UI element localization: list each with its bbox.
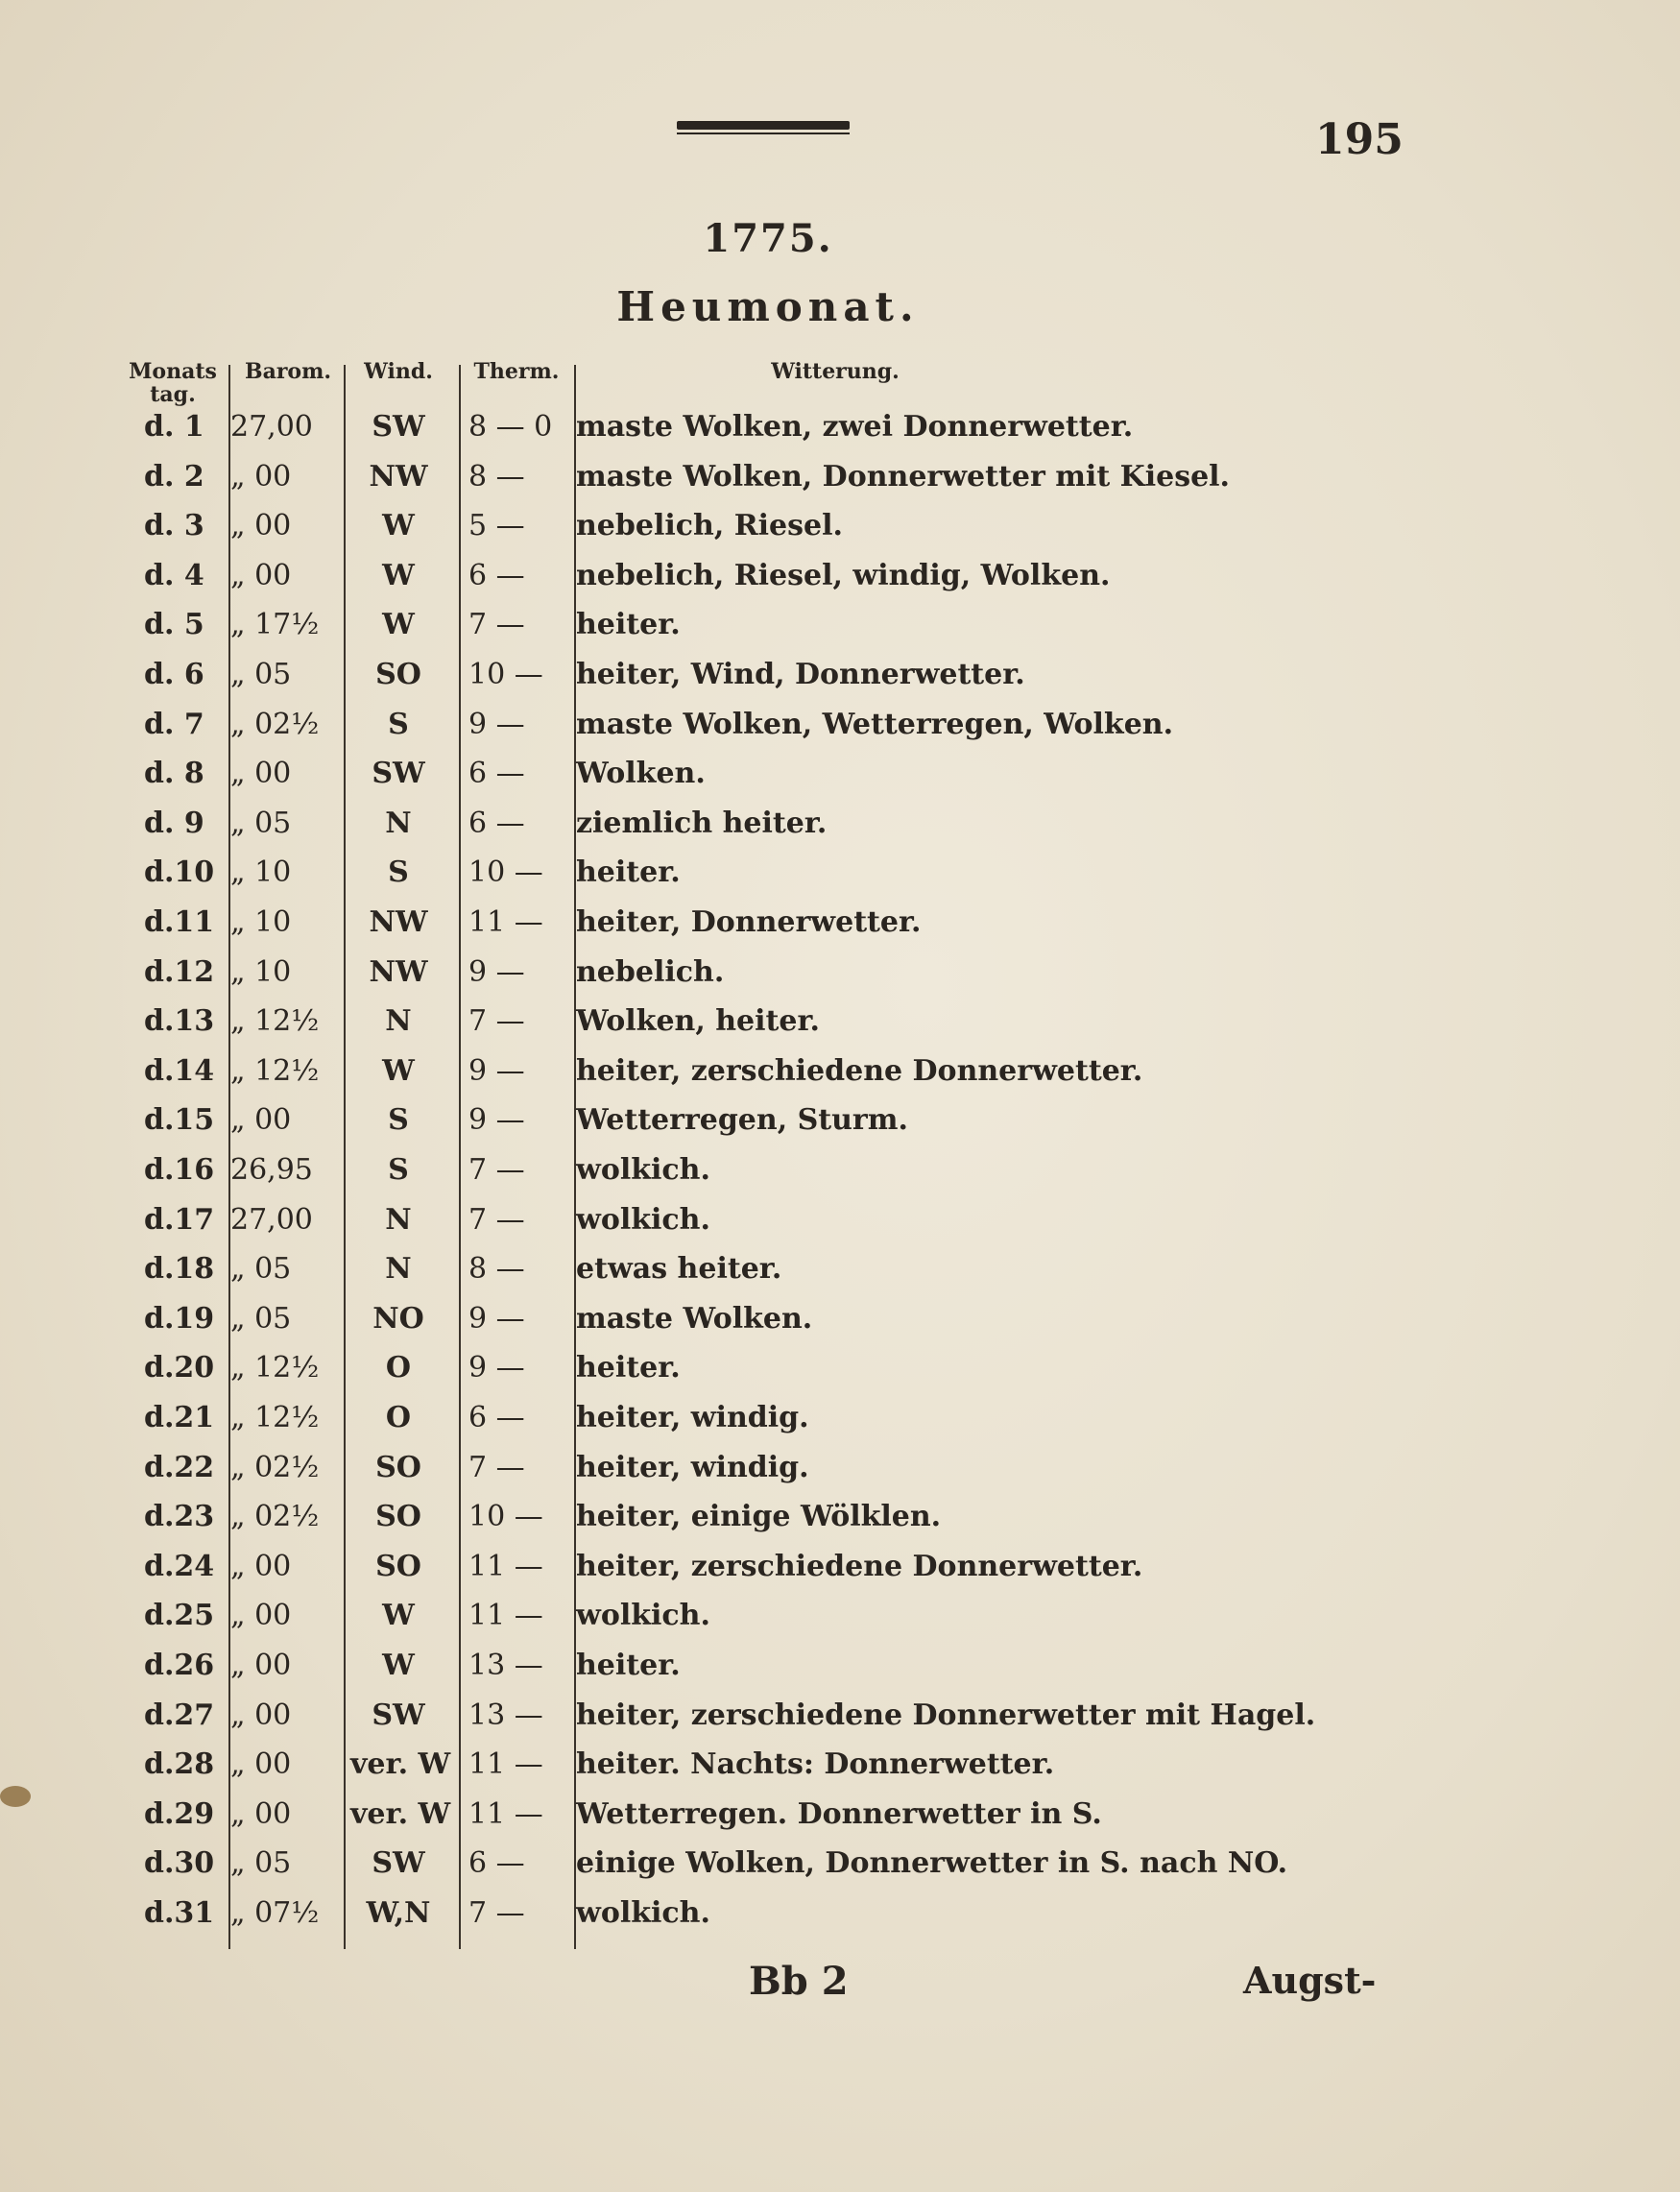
wind-cell: SO	[375, 658, 421, 691]
wind-cell: NW	[369, 459, 428, 494]
thermometer-cell: 8 —	[468, 459, 525, 494]
weather-cell: nebelich, Riesel, windig, Wolken.	[576, 558, 1111, 592]
weather-cell: heiter.	[576, 608, 681, 642]
barometer-cell: „ 02½	[230, 1450, 320, 1484]
wind-cell: SO	[375, 1549, 421, 1583]
col-header-weather: Witterung.	[771, 359, 900, 384]
day-cell: d.12	[144, 954, 215, 989]
table-row	[0, 949, 1680, 997]
thermometer-cell: 9 —	[468, 707, 525, 741]
day-cell: d.22	[144, 1450, 215, 1484]
table-row	[0, 1890, 1680, 1938]
wind-cell: S	[388, 1153, 409, 1187]
wind-cell: ver. W	[350, 1747, 451, 1782]
thermometer-cell: 13 —	[468, 1698, 543, 1732]
table-row	[0, 998, 1680, 1046]
barometer-cell: „ 05	[230, 806, 292, 840]
thermometer-cell: 9 —	[468, 1103, 525, 1138]
day-cell: d.14	[144, 1053, 215, 1088]
weather-cell: etwas heiter.	[576, 1252, 782, 1287]
barometer-cell: „ 00	[230, 1549, 292, 1583]
wind-cell: W	[382, 509, 415, 543]
thermometer-cell: 10 —	[468, 1500, 543, 1534]
day-cell: d.11	[144, 905, 215, 939]
thermometer-cell: 9 —	[468, 954, 525, 989]
barometer-cell: „ 05	[230, 658, 292, 691]
table-row	[0, 701, 1680, 749]
table-row	[0, 1295, 1680, 1343]
thermometer-cell: 11 —	[468, 1599, 543, 1633]
barometer-cell: „ 00	[230, 558, 292, 592]
table-row	[0, 601, 1680, 649]
thermometer-cell: 7 —	[468, 1450, 525, 1484]
wind-cell: W	[382, 1053, 415, 1088]
thermometer-cell: 11 —	[468, 1747, 543, 1782]
weather-cell: heiter, Wind, Donnerwetter.	[576, 658, 1025, 691]
wind-cell: SO	[375, 1500, 421, 1534]
wind-cell: S	[388, 707, 409, 741]
table-row	[0, 1592, 1680, 1640]
wind-cell: NW	[369, 954, 428, 989]
barometer-cell: „ 00	[230, 509, 292, 543]
day-cell: d. 7	[144, 707, 204, 741]
thermometer-cell: 7 —	[468, 608, 525, 642]
barometer-cell: „ 10	[230, 954, 292, 989]
table-row	[0, 1146, 1680, 1194]
barometer-cell: 26,95	[230, 1153, 313, 1187]
signature-mark: Bb 2	[749, 1959, 849, 2004]
day-cell: d.29	[144, 1796, 215, 1831]
thermometer-cell: 7 —	[468, 1896, 525, 1930]
weather-cell: Wolken.	[576, 757, 706, 791]
day-cell: d.23	[144, 1500, 215, 1534]
thermometer-cell: 6 —	[468, 1401, 525, 1434]
weather-cell: Wetterregen, Sturm.	[576, 1103, 908, 1138]
day-cell: d.13	[144, 1004, 215, 1039]
thermometer-cell: 6 —	[468, 1846, 525, 1881]
barometer-cell: „ 12½	[230, 1004, 320, 1039]
barometer-cell: „ 12½	[230, 1351, 320, 1385]
table-row	[0, 1692, 1680, 1740]
table-row	[0, 1444, 1680, 1492]
day-cell: d.28	[144, 1747, 215, 1782]
weather-cell: heiter, windig.	[576, 1401, 809, 1434]
table-row	[0, 750, 1680, 798]
weather-cell: heiter, zerschiedene Donnerwetter.	[576, 1549, 1143, 1583]
thermometer-cell: 10 —	[468, 658, 543, 691]
wind-cell: N	[385, 1202, 412, 1237]
weather-cell: maste Wolken.	[576, 1301, 813, 1336]
thermometer-cell: 6 —	[468, 757, 525, 791]
table-row	[0, 1543, 1680, 1591]
barometer-cell: „ 05	[230, 1252, 292, 1287]
thermometer-cell: 11 —	[468, 1796, 543, 1831]
table-row	[0, 1394, 1680, 1442]
day-cell: d. 6	[144, 658, 204, 691]
day-cell: d.26	[144, 1649, 215, 1682]
barometer-cell: „ 02½	[230, 707, 320, 741]
weather-cell: wolkich.	[576, 1896, 710, 1930]
table-row	[0, 453, 1680, 501]
thermometer-cell: 7 —	[468, 1202, 525, 1237]
col-header-thermometer: Therm.	[473, 359, 560, 384]
barometer-cell: „ 00	[230, 1796, 292, 1831]
wind-cell: SW	[372, 1846, 425, 1881]
wind-cell: SW	[372, 1698, 425, 1732]
weather-cell: nebelich, Riesel.	[576, 509, 843, 543]
table-row	[0, 1642, 1680, 1690]
catchword: Augst-	[1243, 1959, 1377, 2002]
barometer-cell: „ 02½	[230, 1500, 320, 1534]
weather-cell: Wolken, heiter.	[576, 1004, 820, 1039]
thermometer-cell: 10 —	[468, 855, 543, 890]
wind-cell: N	[385, 1004, 412, 1039]
barometer-cell: „ 10	[230, 855, 292, 890]
weather-cell: nebelich.	[576, 954, 725, 989]
weather-cell: heiter, einige Wölklen.	[576, 1500, 942, 1534]
weather-cell: wolkich.	[576, 1599, 710, 1633]
thermometer-cell: 7 —	[468, 1004, 525, 1039]
table-row	[0, 849, 1680, 897]
thermometer-cell: 8 —	[468, 1252, 525, 1287]
thermometer-cell: 6 —	[468, 558, 525, 592]
thermometer-cell: 9 —	[468, 1053, 525, 1088]
barometer-cell: 27,00	[230, 1202, 313, 1237]
barometer-cell: „ 00	[230, 1599, 292, 1633]
table-row	[0, 800, 1680, 848]
wind-cell: W	[382, 608, 415, 642]
barometer-cell: „ 00	[230, 1649, 292, 1682]
wind-cell: SO	[375, 1450, 421, 1484]
thermometer-cell: 8 — 0	[468, 410, 553, 444]
table-row	[0, 1840, 1680, 1888]
wind-cell: S	[388, 1103, 409, 1138]
table-row	[0, 1493, 1680, 1541]
day-cell: d.25	[144, 1599, 215, 1633]
col-header-barometer: Barom.	[244, 359, 332, 384]
table-row	[0, 651, 1680, 699]
wind-cell: SW	[372, 757, 425, 791]
barometer-cell: „ 12½	[230, 1401, 320, 1434]
table-row	[0, 1245, 1680, 1293]
table-row	[0, 1344, 1680, 1392]
table-row	[0, 899, 1680, 947]
wind-cell: N	[385, 1252, 412, 1287]
weather-cell: einige Wolken, Donnerwetter in S. nach NO.	[576, 1846, 1288, 1881]
thermometer-cell: 9 —	[468, 1301, 525, 1336]
barometer-cell: „ 00	[230, 1103, 292, 1138]
thermometer-cell: 11 —	[468, 1549, 543, 1583]
paper-stain	[0, 1786, 31, 1807]
table-row	[0, 1791, 1680, 1839]
table-row	[0, 1741, 1680, 1789]
thermometer-cell: 9 —	[468, 1351, 525, 1385]
col-header-day: Monats tag.	[129, 359, 217, 407]
table-row	[0, 1048, 1680, 1096]
day-cell: d.24	[144, 1549, 215, 1583]
barometer-cell: „ 07½	[230, 1896, 320, 1930]
thermometer-cell: 11 —	[468, 905, 543, 939]
weather-cell: ziemlich heiter.	[576, 806, 828, 840]
day-cell: d.19	[144, 1301, 215, 1336]
barometer-cell: „ 00	[230, 1747, 292, 1782]
day-cell: d.20	[144, 1351, 215, 1385]
weather-cell: heiter, windig.	[576, 1450, 809, 1484]
barometer-cell: „ 00	[230, 1698, 292, 1732]
day-cell: d. 1	[144, 410, 204, 444]
wind-cell: W	[382, 1649, 415, 1682]
wind-cell: W	[382, 558, 415, 592]
wind-cell: NW	[369, 905, 428, 939]
header-rule	[677, 121, 850, 130]
barometer-cell: „ 10	[230, 905, 292, 939]
weather-cell: wolkich.	[576, 1202, 710, 1237]
wind-cell: O	[385, 1401, 412, 1434]
barometer-cell: „ 17½	[230, 608, 320, 642]
thermometer-cell: 13 —	[468, 1649, 543, 1682]
page-number: 195	[1315, 115, 1404, 164]
month-heading: Heumonat.	[616, 283, 920, 330]
day-cell: d.27	[144, 1698, 215, 1732]
weather-cell: maste Wolken, Donnerwetter mit Kiesel.	[576, 459, 1231, 494]
weather-cell: wolkich.	[576, 1153, 710, 1187]
wind-cell: S	[388, 855, 409, 890]
wind-cell: W,N	[366, 1896, 431, 1930]
day-cell: d.16	[144, 1153, 215, 1187]
wind-cell: N	[385, 806, 412, 840]
day-cell: d. 3	[144, 509, 204, 543]
day-cell: d. 2	[144, 459, 204, 494]
wind-cell: ver. W	[350, 1796, 451, 1831]
day-cell: d.15	[144, 1103, 215, 1138]
day-cell: d. 5	[144, 608, 204, 642]
weather-cell: Wetterregen. Donnerwetter in S.	[576, 1796, 1102, 1831]
wind-cell: W	[382, 1599, 415, 1633]
day-cell: d. 9	[144, 806, 204, 840]
barometer-cell: 27,00	[230, 410, 313, 444]
weather-cell: heiter.	[576, 1351, 681, 1385]
weather-cell: heiter, zerschiedene Donnerwetter.	[576, 1053, 1143, 1088]
table-row	[0, 1196, 1680, 1244]
weather-cell: heiter.	[576, 1649, 681, 1682]
day-cell: d. 4	[144, 558, 204, 592]
day-cell: d. 8	[144, 757, 204, 791]
weather-cell: maste Wolken, zwei Donnerwetter.	[576, 410, 1134, 444]
weather-cell: heiter, Donnerwetter.	[576, 905, 922, 939]
day-cell: d.31	[144, 1896, 215, 1930]
weather-cell: heiter, zerschiedene Donnerwetter mit Hagel.	[576, 1698, 1316, 1732]
barometer-cell: „ 05	[230, 1301, 292, 1336]
wind-cell: NO	[372, 1301, 424, 1336]
table-row	[0, 502, 1680, 550]
barometer-cell: „ 12½	[230, 1053, 320, 1088]
thermometer-cell: 5 —	[468, 509, 525, 543]
table-row	[0, 1096, 1680, 1144]
col-header-wind: Wind.	[364, 359, 433, 384]
weather-cell: heiter. Nachts: Donnerwetter.	[576, 1747, 1055, 1782]
thermometer-cell: 7 —	[468, 1153, 525, 1187]
day-cell: d.30	[144, 1846, 215, 1881]
weather-cell: heiter.	[576, 855, 681, 890]
day-cell: d.10	[144, 855, 215, 890]
day-cell: d.21	[144, 1401, 215, 1434]
barometer-cell: „ 05	[230, 1846, 292, 1881]
thermometer-cell: 6 —	[468, 806, 525, 840]
barometer-cell: „ 00	[230, 757, 292, 791]
day-cell: d.17	[144, 1202, 215, 1237]
table-row	[0, 403, 1680, 451]
wind-cell: O	[385, 1351, 412, 1385]
table-row	[0, 552, 1680, 600]
weather-cell: maste Wolken, Wetterregen, Wolken.	[576, 707, 1174, 741]
barometer-cell: „ 00	[230, 459, 292, 494]
year-heading: 1775.	[703, 216, 833, 261]
wind-cell: SW	[372, 410, 425, 444]
day-cell: d.18	[144, 1252, 215, 1287]
